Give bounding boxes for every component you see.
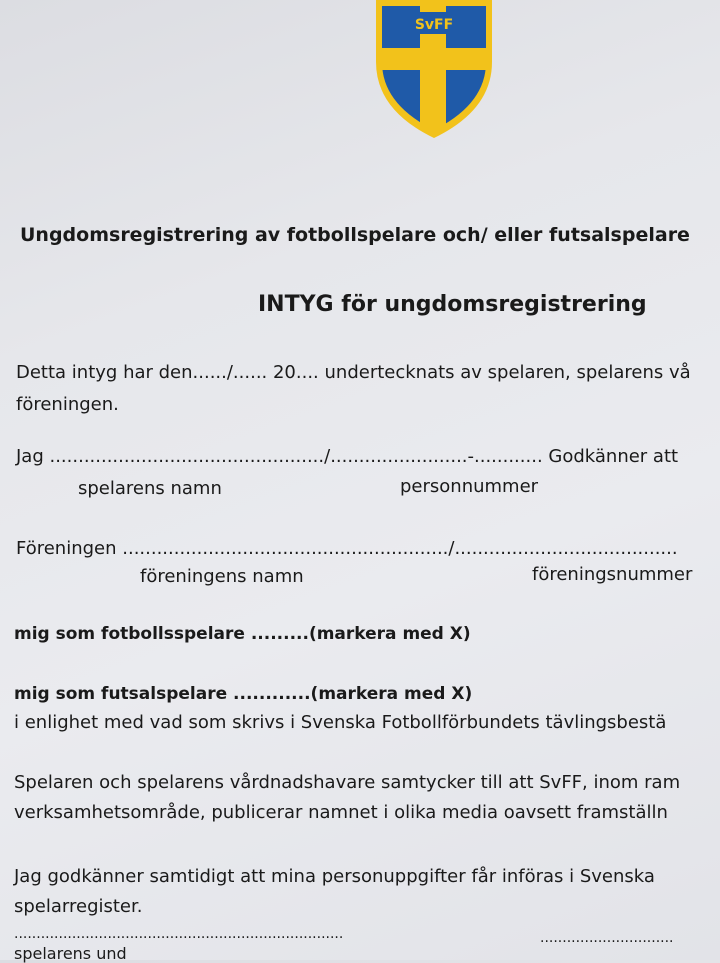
consent-line-2: verksamhetsområde, publicerar namnet i olika media oavsett framställn [14,802,668,823]
futsal-player-option: mig som futsalspelare ............(markera med X) [14,684,473,704]
intro-line-2: föreningen. [16,394,119,415]
regulation-text: i enlighet med vad som skrivs i Svenska Fotbollförbundets tävlingsbestä [14,712,667,733]
label-player-name: spelarens namn [78,478,222,499]
football-player-option: mig som fotbollsspelare .........(markera med X) [14,624,471,644]
label-club-name: föreningens namn [140,566,304,587]
signature-line-right: .............................. [540,930,674,946]
label-personal-number: personnummer [400,476,539,497]
label-club-number: föreningsnummer [532,564,693,585]
consent-line-1: Spelaren och spelarens vårdnadshavare samtycker till att SvFF, inom ram [14,772,681,793]
svff-crest-logo [372,0,496,144]
document-title: INTYG för ungdomsregistrering [258,292,647,317]
signature-line-left: .......................................................................... [14,926,344,942]
signature-label-partial: spelarens und [14,944,127,963]
player-line: Jag ................................................/........................-............ Godkänner att [16,446,679,467]
club-line: Föreningen ........................................................./....................................... [16,538,678,559]
crest-text: SvFF [414,17,454,33]
document-heading: Ungdomsregistrering av fotbollspelare och/ eller futsalspelare [20,224,690,246]
approval-line-2: spelarregister. [14,896,143,917]
intro-line-1: Detta intyg har den....../...... 20.... undertecknats av spelaren, spelarens vå [16,362,691,383]
approval-line-1: Jag godkänner samtidigt att mina personuppgifter får införas i Svenska [14,866,655,887]
